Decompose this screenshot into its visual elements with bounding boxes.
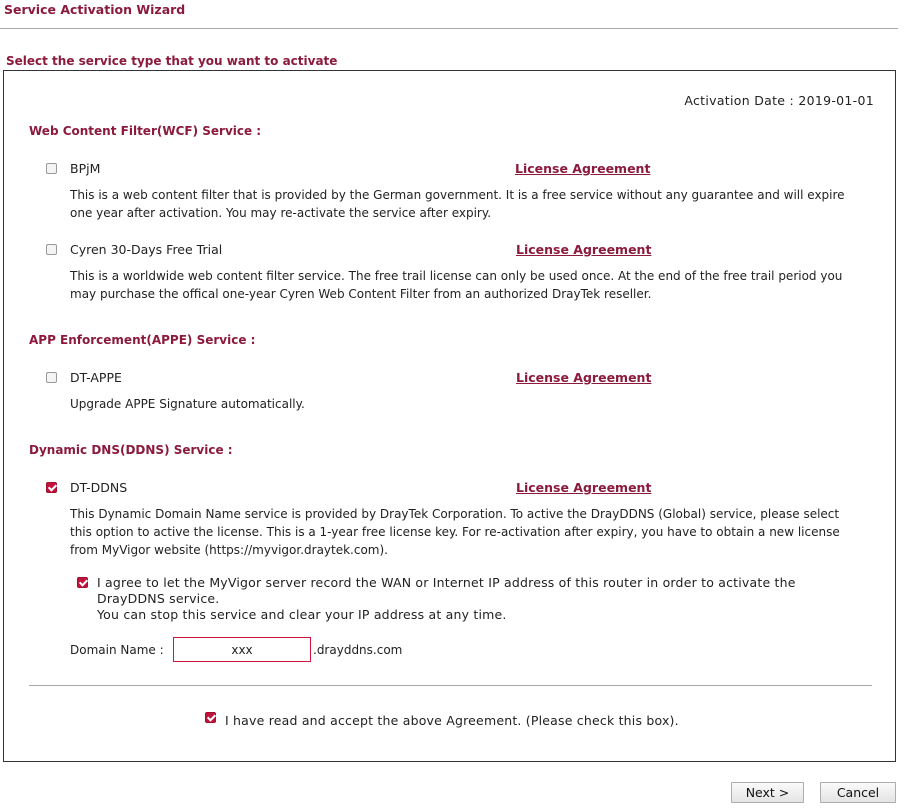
bpjm-checkbox[interactable]: [46, 163, 57, 174]
panel-divider: [29, 685, 872, 686]
dt-appe-description: Upgrade APPE Signature automatically.: [70, 397, 305, 411]
ddns-consent-text: I agree to let the MyVigor server record the WAN or Internet IP address of this router in order to activate the DrayDDNS service. You can stop this service and clear your IP address at any time.: [97, 575, 796, 622]
section-label: Select the service type that you want to activate: [6, 54, 338, 68]
title-divider: [0, 28, 898, 29]
dt-appe-license-link[interactable]: License Agreement: [516, 370, 652, 385]
bpjm-license-link[interactable]: License Agreement: [515, 161, 651, 176]
cyren-description: This is a worldwide web content filter service. The free trail license can only be used once. At the end of the free trail period you may purchase the offical one-year Cyren Web Content Filter from an authorized DrayTek reseller.: [70, 269, 843, 301]
accept-agreement-text: I have read and accept the above Agreement. (Please check this box).: [225, 713, 679, 728]
window-title: Service Activation Wizard: [4, 2, 186, 17]
ddns-consent-checkbox[interactable]: [77, 577, 88, 588]
dt-ddns-license-link[interactable]: License Agreement: [516, 480, 652, 495]
wcf-heading: Web Content Filter(WCF) Service :: [29, 124, 262, 138]
cyren-label: Cyren 30-Days Free Trial: [70, 242, 223, 257]
dt-ddns-label: DT-DDNS: [70, 480, 128, 495]
bpjm-description: This is a web content filter that is provided by the German government. It is a free service without any guarantee and will expire one year after activation. You may re-activate the service after expiry.: [70, 188, 845, 220]
domain-name-label: Domain Name :: [70, 643, 164, 657]
bpjm-label: BPjM: [70, 161, 101, 176]
next-button[interactable]: Next >: [731, 782, 804, 803]
dt-ddns-checkbox[interactable]: [46, 482, 57, 493]
domain-suffix: .drayddns.com: [313, 643, 403, 657]
cyren-license-link[interactable]: License Agreement: [516, 242, 652, 257]
domain-name-input[interactable]: [173, 637, 311, 662]
appe-heading: APP Enforcement(APPE) Service :: [29, 333, 256, 347]
activation-date: Activation Date : 2019-01-01: [684, 93, 874, 108]
service-panel: [3, 70, 896, 762]
dt-appe-label: DT-APPE: [70, 370, 122, 385]
dt-appe-checkbox[interactable]: [46, 372, 57, 383]
cancel-button[interactable]: Cancel: [820, 782, 896, 803]
accept-agreement-checkbox[interactable]: [205, 712, 216, 723]
ddns-heading: Dynamic DNS(DDNS) Service :: [29, 443, 233, 457]
cyren-checkbox[interactable]: [46, 244, 57, 255]
dt-ddns-description: This Dynamic Domain Name service is provided by DrayTek Corporation. To active the DrayDDNS (Global) service, please select this option to active the license. This is a 1-year free license key. For re-activation after expiry, you have to obtain a new license from MyVigor website (https://myvigor.draytek.com).: [70, 507, 840, 557]
